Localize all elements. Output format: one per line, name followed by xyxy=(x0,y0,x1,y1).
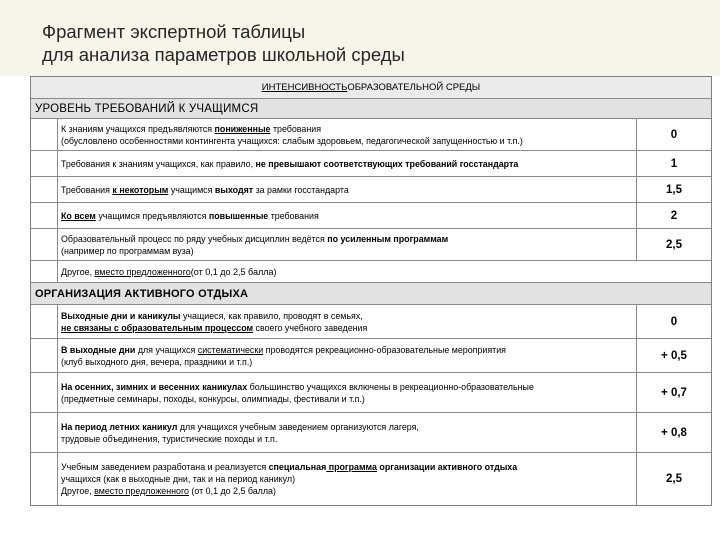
row-text: (обусловлено особенностями контингента учащихся: слабым здоровьем, педагогической запущенностью и т.п.) xyxy=(61,135,523,146)
row-text-emphasis: не связаны с образовательным процессом xyxy=(61,322,254,333)
row-description xyxy=(58,203,637,228)
row-score: + 0,5 xyxy=(661,349,687,362)
row-score: 1,5 xyxy=(666,183,682,196)
row-text: (от 0,1 до 2,5 балла) xyxy=(188,486,276,496)
row-text: проводятся рекреационно-образовательные мероприятия xyxy=(263,344,506,355)
row-text: учащимся предъявляются xyxy=(95,210,209,221)
row-spacer xyxy=(31,177,58,202)
table-heading-rest: ОБРАЗОВАТЕЛЬНОЙ СРЕДЫ xyxy=(347,82,481,93)
row-text: требования xyxy=(270,123,322,134)
slide-title xyxy=(42,20,405,66)
row-text: для учащихся учебным заведением организуются лагеря, xyxy=(177,421,419,432)
table-heading-underlined: ИНТЕНСИВНОСТЬ xyxy=(261,82,348,93)
table-row xyxy=(31,453,711,505)
row-text: Требования к знаниям учащихся, как правило, xyxy=(61,158,256,169)
row-text: учащимся xyxy=(168,184,215,195)
row-description xyxy=(58,373,637,412)
row-spacer xyxy=(31,413,58,452)
row-text: Требования xyxy=(61,184,113,195)
slide-title-line-2: для анализа параметров школьной среды xyxy=(42,44,405,65)
row-spacer xyxy=(31,261,58,282)
row-score: + 0,8 xyxy=(661,426,687,439)
row-score: 1 xyxy=(670,157,678,170)
table-row-other xyxy=(31,261,711,283)
row-description xyxy=(58,119,637,150)
row-score: 2 xyxy=(670,209,678,222)
table-row xyxy=(31,229,711,261)
row-text: Другое, xyxy=(61,486,95,496)
table-row xyxy=(31,203,711,229)
row-score: 0 xyxy=(670,128,678,141)
row-score: 2,5 xyxy=(666,238,682,251)
row-description xyxy=(58,229,637,260)
row-text: своего учебного заведения xyxy=(253,322,368,333)
row-text-emphasis: вместо предложенного xyxy=(94,266,191,277)
row-text-emphasis: В выходные дни xyxy=(61,344,136,355)
row-text: для учащихся xyxy=(135,344,198,355)
row-score: 0 xyxy=(670,315,678,328)
row-spacer xyxy=(31,229,58,260)
section-requirements-title: УРОВЕНЬ ТРЕБОВАНИЙ К УЧАЩИМСЯ xyxy=(31,99,711,119)
row-spacer xyxy=(31,339,58,372)
row-description xyxy=(58,413,637,452)
row-text-emphasis: специальная xyxy=(268,462,327,472)
table-row xyxy=(31,151,711,177)
table-row xyxy=(31,373,711,413)
row-text: (например по программам вуза) xyxy=(61,245,194,256)
row-text: требования xyxy=(268,210,319,221)
table-row xyxy=(31,305,711,339)
row-score: + 0,7 xyxy=(661,386,687,399)
row-description xyxy=(58,151,637,176)
row-text: (предметные семинары, походы, конкурсы, олимпиады, фестивали и т.п.) xyxy=(61,393,365,404)
row-text: трудовые объединения, туристические походы и т.п. xyxy=(61,433,278,444)
row-description xyxy=(58,261,711,282)
row-text-emphasis: по усиленным программам xyxy=(327,233,449,244)
table-row xyxy=(31,119,711,151)
row-text-emphasis: к некоторым xyxy=(112,184,169,195)
row-text: большинство учащихся включены в рекреационно-образовательные xyxy=(247,381,534,392)
row-text: учащиеся, как правило, проводят в семьях, xyxy=(180,310,363,321)
row-text-emphasis: программа xyxy=(326,462,377,472)
row-spacer xyxy=(31,373,58,412)
row-text: (клуб выходного дня, вечера, праздники и т.п.) xyxy=(61,356,253,367)
row-spacer xyxy=(31,203,58,228)
row-text: Учебным заведением разработана и реализуется xyxy=(61,462,269,472)
row-description xyxy=(58,177,637,202)
row-text: за рамки госстандарта xyxy=(253,184,349,195)
row-text-emphasis: систематически xyxy=(197,344,264,355)
row-text-emphasis: повышенные xyxy=(208,210,269,221)
row-description xyxy=(58,453,637,505)
row-spacer xyxy=(31,305,58,338)
row-text-emphasis: организации активного отдыха xyxy=(376,462,518,472)
row-text: Другое, xyxy=(61,266,93,277)
table-heading xyxy=(31,77,711,99)
table-row xyxy=(31,177,711,203)
row-text-emphasis: Ко всем xyxy=(61,210,96,221)
table-row xyxy=(31,413,711,453)
expert-table xyxy=(30,76,712,506)
row-text: К знаниям учащихся предъявляются xyxy=(61,123,215,134)
row-text-emphasis: На осенних, зимних и весенних каникулах xyxy=(61,381,248,392)
row-text-emphasis: На период летних каникул xyxy=(61,421,178,432)
row-spacer xyxy=(31,119,58,150)
section-active-rest-title: ОРГАНИЗАЦИЯ АКТИВНОГО ОТДЫХА xyxy=(31,283,711,305)
row-description xyxy=(58,305,637,338)
row-score: 2,5 xyxy=(666,473,682,485)
row-spacer xyxy=(31,151,58,176)
row-description xyxy=(58,339,637,372)
row-text-emphasis: не превышают соответствующих требований госстандарта xyxy=(255,158,519,169)
row-text: (от 0,1 до 2,5 балла) xyxy=(190,266,277,277)
slide-title-line-1: Фрагмент экспертной таблицы xyxy=(42,21,306,42)
row-text-emphasis: вместо предложенного xyxy=(94,486,189,496)
row-text-emphasis: выходят xyxy=(214,184,254,195)
row-spacer xyxy=(31,453,58,505)
row-text: Образовательный процесс по ряду учебных дисциплин ведётся xyxy=(61,233,328,244)
table-row xyxy=(31,339,711,373)
row-text: учащихся (как в выходные дни, так и на период каникул) xyxy=(61,474,296,484)
row-text-emphasis: пониженные xyxy=(214,123,271,134)
row-text-emphasis: Выходные дни и каникулы xyxy=(61,310,181,321)
